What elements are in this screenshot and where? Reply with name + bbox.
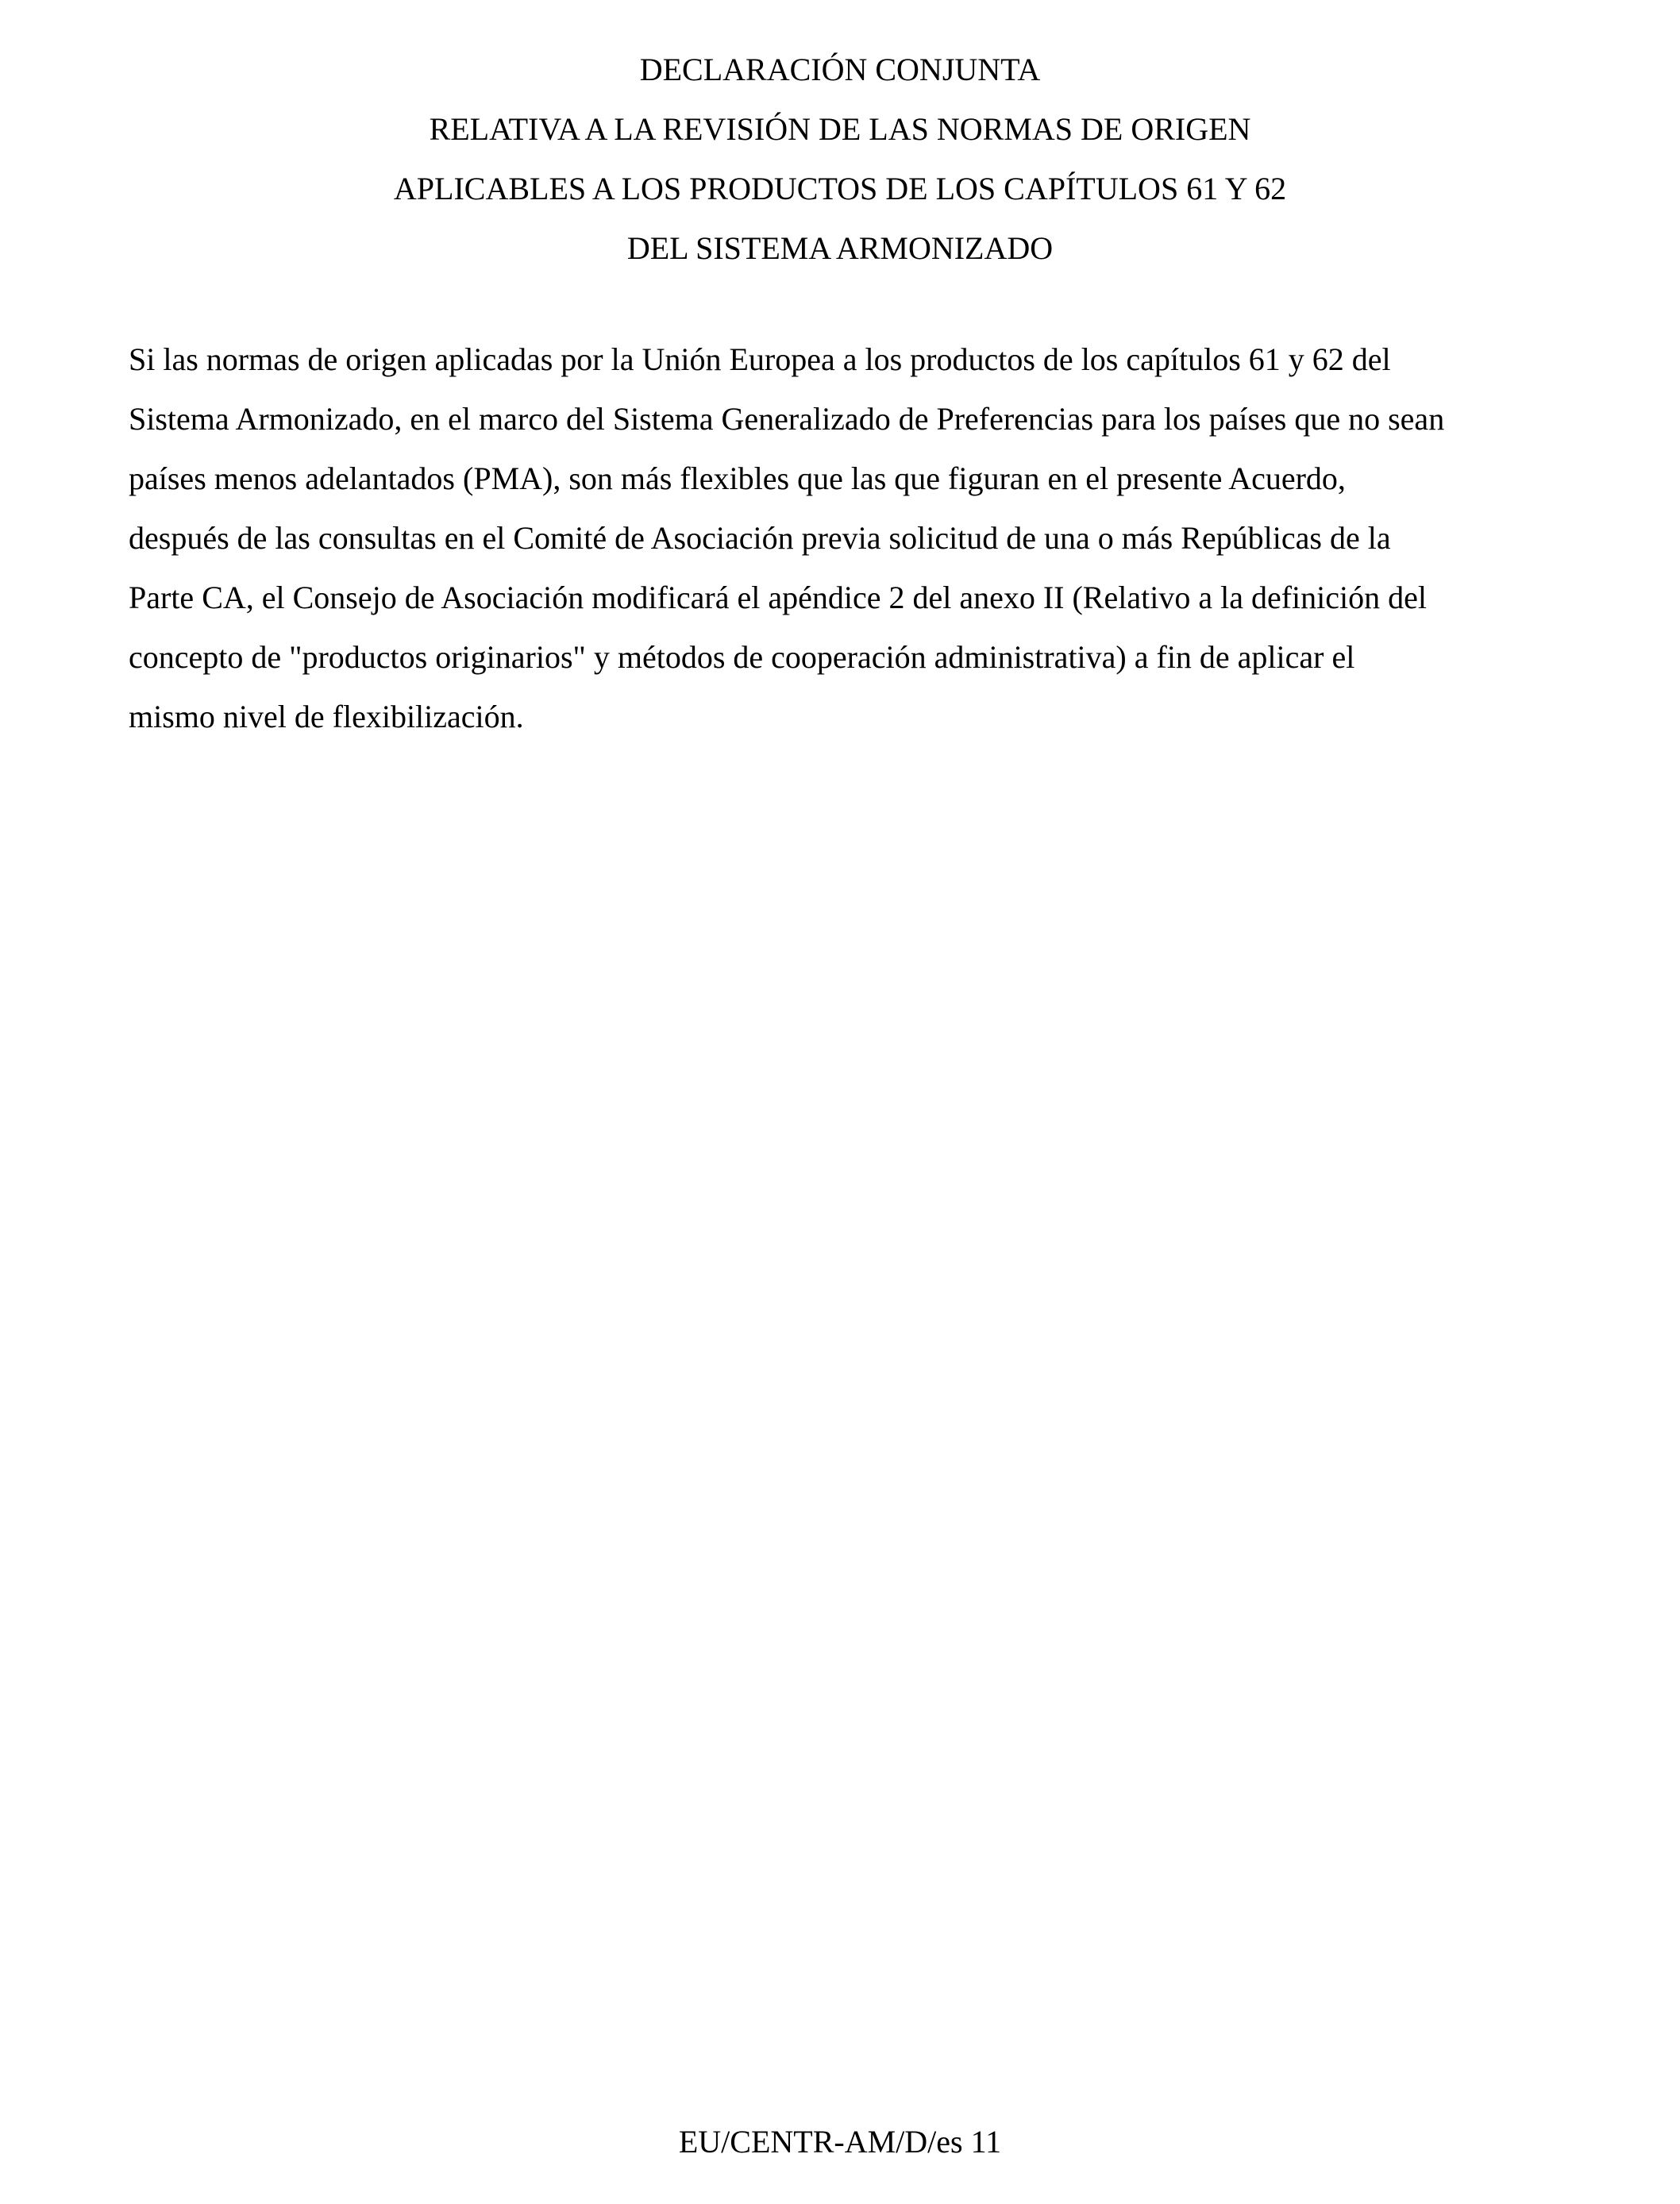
declaration-body <box>129 329 1574 746</box>
body-line-5: Parte CA, el Consejo de Asociación modificará el apéndice 2 del anexo II (Relativo a la definición del <box>129 580 1427 615</box>
body-line-3: países menos adelantados (PMA), son más flexibles que las que figuran en el presente Acuerdo, <box>129 460 1346 496</box>
page-footer-reference: EU/CENTR-AM/D/es 11 <box>678 2124 1002 2160</box>
title-line-3: APLICABLES A LOS PRODUCTOS DE LOS CAPÍTULOS 61 Y 62 <box>393 171 1287 206</box>
title-line-4: DEL SISTEMA ARMONIZADO <box>626 230 1054 266</box>
title-line-2: RELATIVA A LA REVISIÓN DE LAS NORMAS DE ORIGEN <box>429 111 1251 147</box>
declaration-title <box>0 40 1680 278</box>
body-line-7: mismo nivel de flexibilización. <box>129 699 524 734</box>
body-line-2: Sistema Armonizado, en el marco del Sistema Generalizado de Preferencias para los países que no sean <box>129 401 1445 437</box>
body-line-4: después de las consultas en el Comité de Asociación previa solicitud de una o más Repúblicas de la <box>129 520 1391 556</box>
body-line-6: concepto de "productos originarios" y métodos de cooperación administrativa) a fin de aplicar el <box>129 639 1355 675</box>
title-line-1: DECLARACIÓN CONJUNTA <box>639 52 1041 87</box>
body-line-1: Si las normas de origen aplicadas por la Unión Europea a los productos de los capítulos 61 y 62 del <box>129 341 1391 377</box>
